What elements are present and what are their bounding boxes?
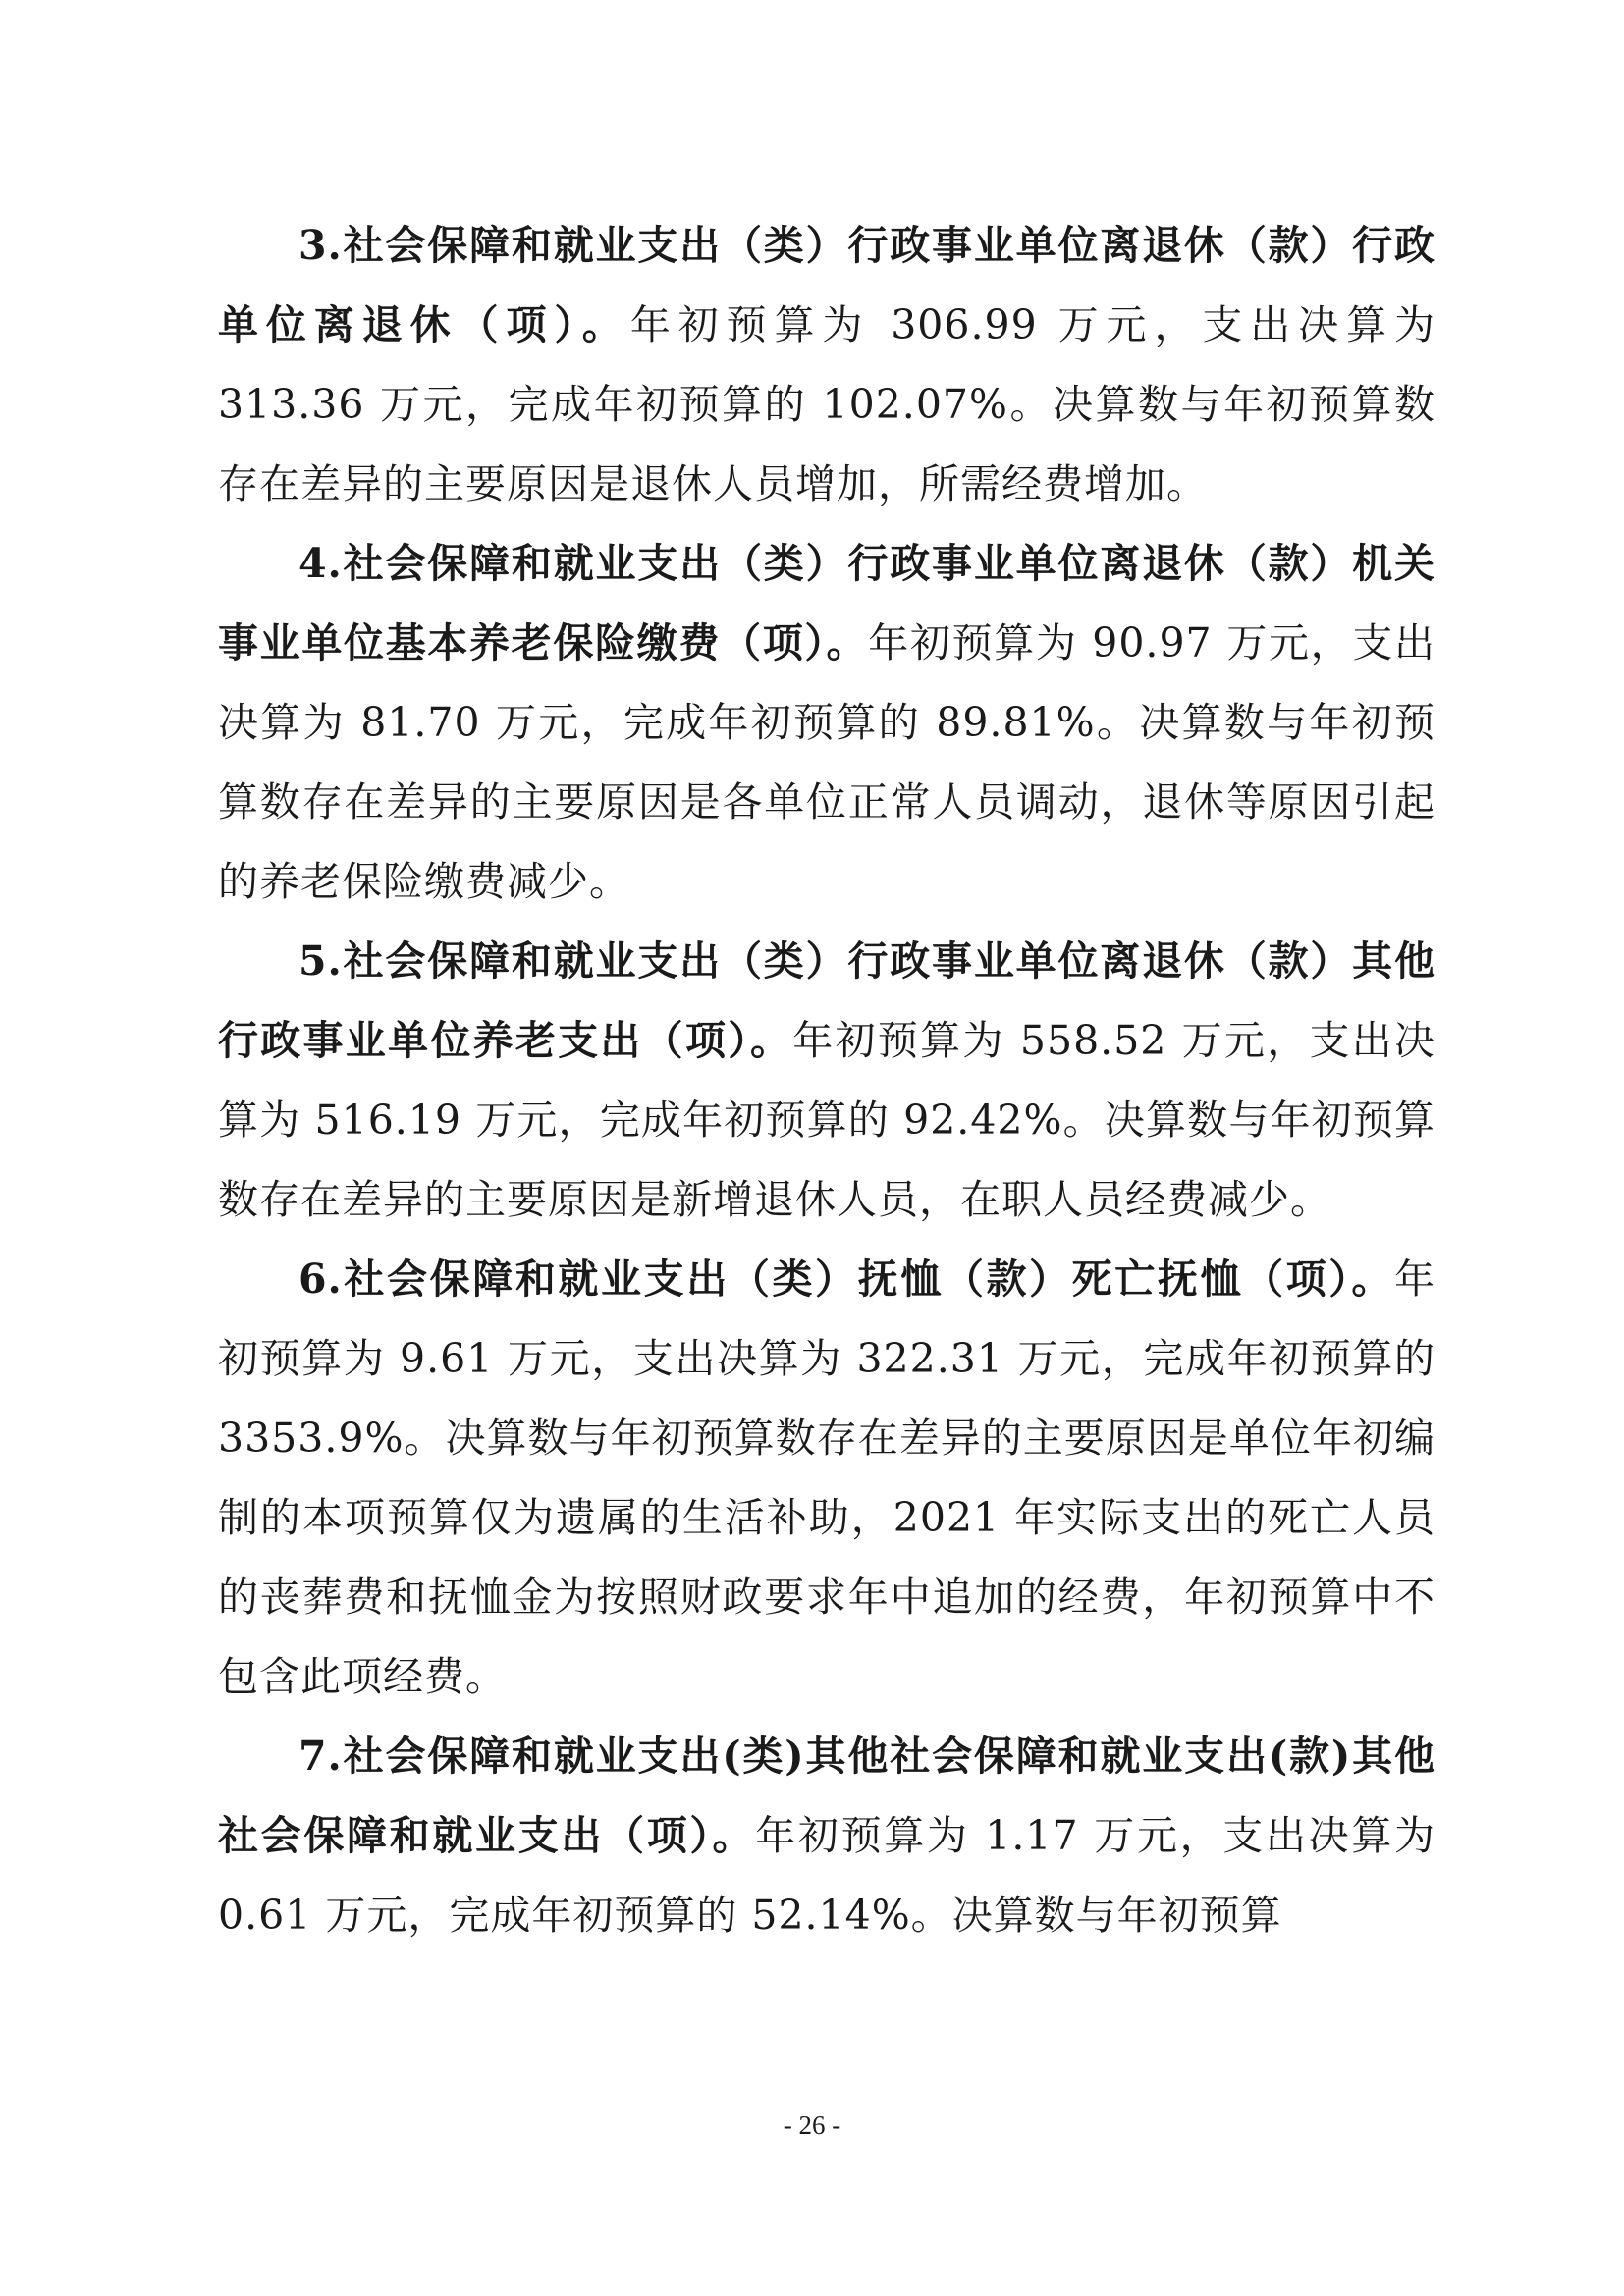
paragraph-heading: 6.社会保障和就业支出（类）抚恤（款）死亡抚恤（项）。 [298, 1255, 1394, 1303]
paragraph-text: 年初预算为 90.97 万元，支出决算为 81.70 万元，完成年初预算的 89.81%。决算数与年初预算数存在差异的主要原因是各单位正常人员调动，退休等原因引起的养老保险缴费减少。 [218, 619, 1435, 905]
paragraph-text: 年初预算为 306.99 万元，支出决算为 313.36 万元，完成年初预算的 102.07%。决算数与年初预算数存在差异的主要原因是退休人员增加，所需经费增加。 [218, 301, 1436, 507]
paragraph-heading: 7.社会保障和就业支出(类)其他社会保障和就业支出(款)其他社会保障和就业支出（项）。 [218, 1733, 1435, 1859]
paragraph-item-7 [218, 1717, 1435, 1955]
paragraph-text: 年初预算为 1.17 万元，支出决算为 0.61 万元，完成年初预算的 52.14%。决算数与年初预算 [218, 1812, 1435, 1939]
paragraph-item-3 [218, 206, 1435, 524]
paragraph-item-4 [218, 524, 1435, 922]
paragraph-heading: 3.社会保障和就业支出（类）行政事业单位离退休（款）行政单位离退休（项）。 [218, 222, 1435, 348]
page-number: - 26 - [783, 2110, 841, 2140]
paragraph-item-5 [218, 922, 1435, 1240]
document-body [218, 206, 1435, 1955]
paragraph-heading: 4.社会保障和就业支出（类）行政事业单位离退休（款）机关事业单位基本养老保险缴费（项）。 [218, 540, 1435, 667]
paragraph-item-6 [218, 1240, 1435, 1717]
paragraph-heading: 5.社会保障和就业支出（类）行政事业单位离退休（款）其他行政事业单位养老支出（项）。 [218, 937, 1435, 1064]
paragraph-text: 年初预算为 558.52 万元，支出决算为 516.19 万元，完成年初预算的 92.42%。决算数与年初预算数存在差异的主要原因是新增退休人员，在职人员经费减少。 [218, 1017, 1436, 1223]
paragraph-text: 年初预算为 9.61 万元，支出决算为 322.31 万元，完成年初预算的 3353.9%。决算数与年初预算数存在差异的主要原因是单位年初编制的本项预算仅为遗属的生活补助，2021 年实际支出的死亡人员的丧葬费和抚恤金为按照财政要求年中追加的经费，年初预算中不包含此项经费。 [218, 1255, 1435, 1700]
